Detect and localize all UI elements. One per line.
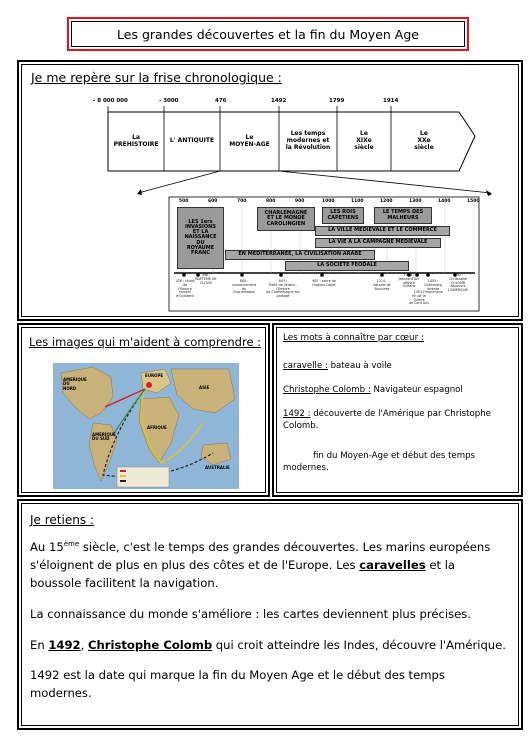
- images-panel: [17, 323, 270, 497]
- zoom-tick-label: 800: [266, 199, 276, 204]
- event-capetiens: LES ROIS CAPETIENS: [322, 207, 364, 224]
- map-label: ASIE: [199, 385, 210, 390]
- tick-label: 1914: [383, 98, 399, 104]
- retiens-paragraph-1: Au 15ème siècle, c'est le temps des grandes découvertes. Les marins européens s'éloignent de plus en plus des côtes et de l'Europe. Les caravelles et la boussole facilitent la navigation.: [30, 540, 491, 590]
- word-entry-caravelle: caravelle : bateau à voile: [283, 361, 392, 371]
- zoom-tick-label: 700: [237, 199, 247, 204]
- map-label: AUSTRALIE: [205, 465, 230, 470]
- event-malheurs: LE TEMPS DES MALHEURS: [374, 207, 432, 224]
- period-antiquite: L' ANTIQUITE: [169, 137, 215, 145]
- tick-label: - 8 000 000: [93, 98, 128, 104]
- zoom-tick-label: 600: [208, 199, 218, 204]
- event-caption: 800 : couronnement de Charlemagne: [231, 279, 257, 295]
- tick-label: 1492: [271, 98, 287, 104]
- images-heading: Les images qui m'aident à comprendre :: [29, 335, 262, 349]
- zoom-tick-label: 1500: [467, 199, 480, 204]
- map-label: AFRIQUE: [147, 425, 167, 430]
- event-ville-medievale: LA VILLE MEDIEVALE ET LE COMMERCE: [315, 226, 450, 236]
- retiens-heading: Je retiens :: [30, 513, 94, 527]
- event-caption: 843 : Traité de Verdun : l'Empire de Charlemagne est partagé: [266, 279, 300, 299]
- words-heading: Les mots à connaître par cœur :: [283, 333, 424, 343]
- event-invasions: LES 1ers INVASIONS ET LA NAISSANCE DU ROYAUME FRANC: [177, 207, 224, 269]
- zoom-tick-label: 1100: [351, 199, 364, 204]
- event-charlemagne: CHARLEMAGNE ET LE MONDE CAROLINGIEN: [257, 207, 315, 231]
- word-entry-1492: 1492 : découverte de l'Amérique par Christophe Colomb.: [283, 409, 491, 432]
- event-caption: 476 : chute de l'Empire romain d'Occident: [175, 279, 195, 299]
- zoom-tick-label: 1300: [409, 199, 422, 204]
- map-label: AMERIQUE DU NORD: [63, 377, 87, 391]
- event-caption: 496 : BAPTEME DE CLOVIS: [195, 273, 217, 285]
- event-caption: 1429 : Jeanne d'Arc délivre Orléans: [398, 273, 420, 289]
- word-entry-colomb: Christophe Colomb : Navigateur espagnol: [283, 385, 463, 395]
- event-societe-feodale: LA SOCIETE FEODALE: [285, 261, 409, 271]
- timeline-panel: [17, 60, 523, 321]
- period-xxe: Le XXe siècle: [414, 130, 434, 151]
- period-xixe: Le XIXe siècle: [354, 130, 374, 151]
- event-caption: 1214 : bataille de Bouvines: [373, 279, 391, 291]
- retiens-paragraph-2: La connaissance du monde s'améliore : les cartes deviennent plus précises.: [30, 607, 471, 621]
- zoom-tick-label: 1000: [322, 199, 335, 204]
- timeline-heading: Je me repère sur la frise chronologique :: [31, 70, 282, 85]
- event-caption: 1455 : Gutenberg invente l'imprimerie: [423, 279, 443, 295]
- title-frame: [67, 17, 469, 51]
- retiens-paragraph-3: En 1492, Christophe Colomb qui croit atteindre les Indes, découvre l'Amérique.: [30, 638, 506, 652]
- zoom-tick-label: 900: [295, 199, 305, 204]
- tick-label: - 3000: [159, 98, 179, 104]
- period-temps-modernes: Les temps modernes et la Révolution: [285, 130, 331, 151]
- period-prehistoire: La PREHISTOIRE: [113, 133, 159, 148]
- event-caption: 987 : sacre de Hugues Capet: [312, 279, 336, 287]
- retiens-paragraph-4: 1492 est la date qui marque la fin du Moyen Age et le début des temps modernes.: [30, 668, 445, 700]
- period-moyen-age: Le MOYEN-AGE: [229, 133, 270, 148]
- page-title: Les grandes découvertes et la fin du Moyen Age: [71, 21, 465, 47]
- tick-label: 1799: [329, 98, 345, 104]
- words-panel: [272, 323, 523, 497]
- event-caption: 1492 : Christophe COLOMB découvre L'AMERIQUE: [447, 273, 469, 293]
- zoom-tick-label: 1200: [380, 199, 393, 204]
- zoom-tick-label: 1400: [438, 199, 451, 204]
- zoom-tick-label: 500: [179, 199, 189, 204]
- event-caption: 1453 : fin de la Guerre de Cent Ans: [409, 290, 429, 306]
- event-vie-campagne: LA VIE A LA CAMPAGNE MEDIEVALE: [315, 238, 441, 248]
- retiens-panel: [17, 499, 523, 730]
- map-label: EUROPE: [145, 373, 164, 378]
- event-civilisation-arabe: EN MEDITERRANEE, LA CIVILISATION ARABE: [225, 250, 375, 260]
- word-extra: fin du Moyen-Age et début des temps modernes.: [283, 451, 476, 474]
- tick-label: 476: [215, 98, 227, 104]
- map-label: AMERIQUE DU SUD: [92, 432, 116, 442]
